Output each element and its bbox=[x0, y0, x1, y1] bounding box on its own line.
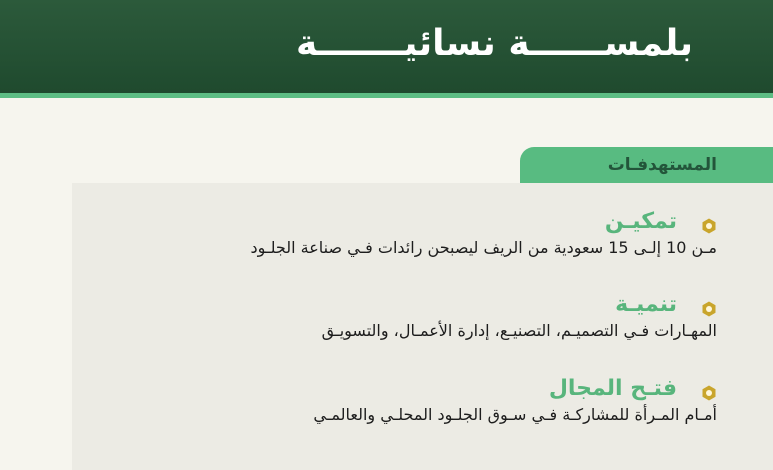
list-item bbox=[77, 208, 717, 260]
item-description: أمـام المـرأة للمشاركـة فـي سـوق الجلـود المحلـي والعالمـي bbox=[313, 405, 717, 424]
item-title: تنميـة bbox=[615, 292, 677, 317]
hexagon-bullet-icon bbox=[701, 301, 717, 317]
hexagon-bullet-icon bbox=[701, 218, 717, 234]
list-item bbox=[77, 291, 717, 343]
page-title: بلمســــــة نسائيـــــــة bbox=[295, 23, 693, 64]
item-description: مـن 10 إلـى 15 سعودية من الريف ليصبحن رائدات فـي صناعة الجلـود bbox=[250, 238, 717, 257]
section-tab-label: المستهدفـات bbox=[607, 155, 717, 175]
hexagon-bullet-icon bbox=[701, 385, 717, 401]
header-banner bbox=[0, 0, 773, 98]
list-item bbox=[77, 375, 717, 427]
item-description: المهـارات فـي التصميـم، التصنيـع، إدارة الأعمـال، والتسويـق bbox=[321, 321, 717, 340]
item-title: فتـح المجال bbox=[548, 376, 677, 401]
item-title: تمكيـن bbox=[604, 209, 677, 234]
section-tab bbox=[520, 147, 773, 183]
